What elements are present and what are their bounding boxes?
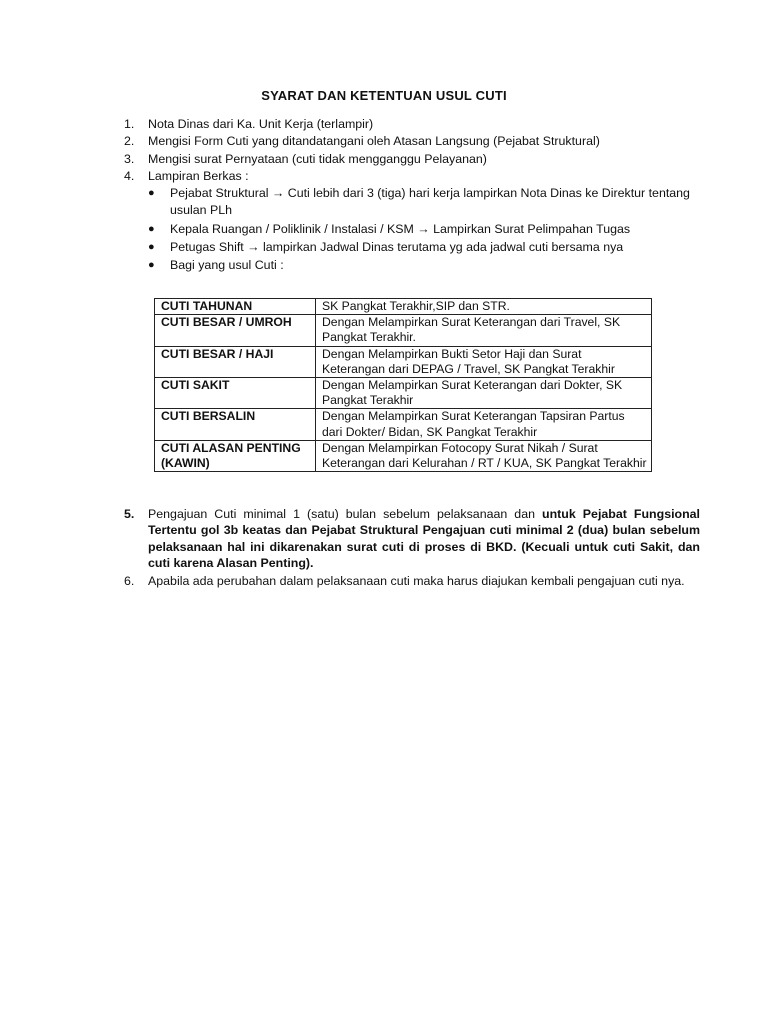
table-row xyxy=(155,299,652,315)
list-item xyxy=(124,133,704,150)
rule-normal-text: Pengajuan Cuti minimal 1 (satu) bulan sebelum pelaksanaan dan xyxy=(148,507,543,521)
attachment-bullet-list xyxy=(148,185,704,274)
list-item xyxy=(124,573,700,589)
bullet-item xyxy=(148,257,704,274)
requirement-cell: Dengan Melampirkan Surat Keterangan dari Dokter, SK Pangkat Terakhir xyxy=(316,378,652,409)
leave-requirements-table xyxy=(154,298,652,472)
requirement-cell: Dengan Melampirkan Surat Keterangan dari Travel, SK Pangkat Terakhir. xyxy=(316,315,652,346)
bullet-icon: ● xyxy=(148,222,155,235)
bullet-icon: ● xyxy=(148,187,155,200)
requirement-cell: Dengan Melampirkan Surat Keterangan Tapsiran Partus dari Dokter/ Bidan, SK Pangkat Terakhir xyxy=(316,409,652,440)
leave-type-cell: CUTI BERSALIN xyxy=(155,409,316,440)
list-number: 4. xyxy=(124,168,135,183)
list-item xyxy=(124,116,704,133)
list-number: 2. xyxy=(124,134,135,149)
bullet-item xyxy=(148,221,704,238)
leave-type-cell: CUTI SAKIT xyxy=(155,378,316,409)
list-text: Mengisi surat Pernyataan (cuti tidak mengganggu Pelayanan) xyxy=(148,151,487,166)
list-number: 3. xyxy=(124,151,135,166)
bullet-text: Pejabat Struktural → Cuti lebih dari 3 (tiga) hari kerja lampirkan Nota Dinas ke Direktur tentang usulan PLh xyxy=(170,186,690,218)
rule-bold-text: untuk Pejabat Fungsional Tertentu gol 3b keatas dan Pejabat Struktural Pengajuan cuti minimal 2 (dua) bulan sebelum pelaksanaan hal ini dikarenakan surat cuti di proses di BKD. (Kecuali untuk cuti Sakit, dan cuti karena Alasan Penting). xyxy=(148,507,700,571)
list-number: 1. xyxy=(124,117,135,131)
leave-type-cell: CUTI ALASAN PENTING (KAWIN) xyxy=(155,440,316,471)
table-row xyxy=(155,346,652,377)
leave-type-cell: CUTI BESAR / UMROH xyxy=(155,315,316,346)
bullet-text: Kepala Ruangan / Poliklinik / Instalasi / KSM → Lampirkan Surat Pelimpahan Tugas xyxy=(170,221,631,236)
leave-type-cell: CUTI BESAR / HAJI xyxy=(155,346,316,377)
requirement-cell: SK Pangkat Terakhir,SIP dan STR. xyxy=(316,299,652,315)
list-text: Apabila ada perubahan dalam pelaksanaan cuti maka harus diajukan kembali pengajuan cuti nya. xyxy=(148,573,685,588)
bullet-text: Bagi yang usul Cuti : xyxy=(170,257,284,272)
bullet-item xyxy=(148,185,704,220)
bullet-icon: ● xyxy=(148,240,155,253)
list-number: 6. xyxy=(124,573,135,588)
requirement-cell: Dengan Melampirkan Fotocopy Surat Nikah / Surat Keterangan dari Kelurahan / RT / KUA, SK Pangkat Terakhir xyxy=(316,440,652,471)
list-item xyxy=(124,506,700,572)
requirement-cell: Dengan Melampirkan Bukti Setor Haji dan Surat Keterangan dari DEPAG / Travel, SK Pangkat Terakhir xyxy=(316,346,652,377)
list-item xyxy=(124,151,704,168)
bullet-text: Petugas Shift → lampirkan Jadwal Dinas terutama yg ada jadwal cuti bersama nya xyxy=(170,239,624,254)
bullet-item xyxy=(148,239,704,256)
table-row xyxy=(155,315,652,346)
leave-type-cell: CUTI TAHUNAN xyxy=(155,299,316,315)
bullet-icon: ● xyxy=(148,258,155,271)
list-text: Nota Dinas dari Ka. Unit Kerja (terlampir) xyxy=(148,117,374,131)
list-text: Lampiran Berkas : xyxy=(148,168,249,183)
submission-rules-list xyxy=(124,506,700,589)
page-title: SYARAT DAN KETENTUAN USUL CUTI xyxy=(261,88,507,103)
table-row xyxy=(155,378,652,409)
table-row xyxy=(155,440,652,471)
requirements-list xyxy=(124,116,704,275)
list-text xyxy=(148,506,700,572)
table-row xyxy=(155,409,652,440)
list-number: 5. xyxy=(124,507,135,521)
list-item xyxy=(124,168,704,185)
list-text: Mengisi Form Cuti yang ditandatangani oleh Atasan Langsung (Pejabat Struktural) xyxy=(148,134,600,149)
